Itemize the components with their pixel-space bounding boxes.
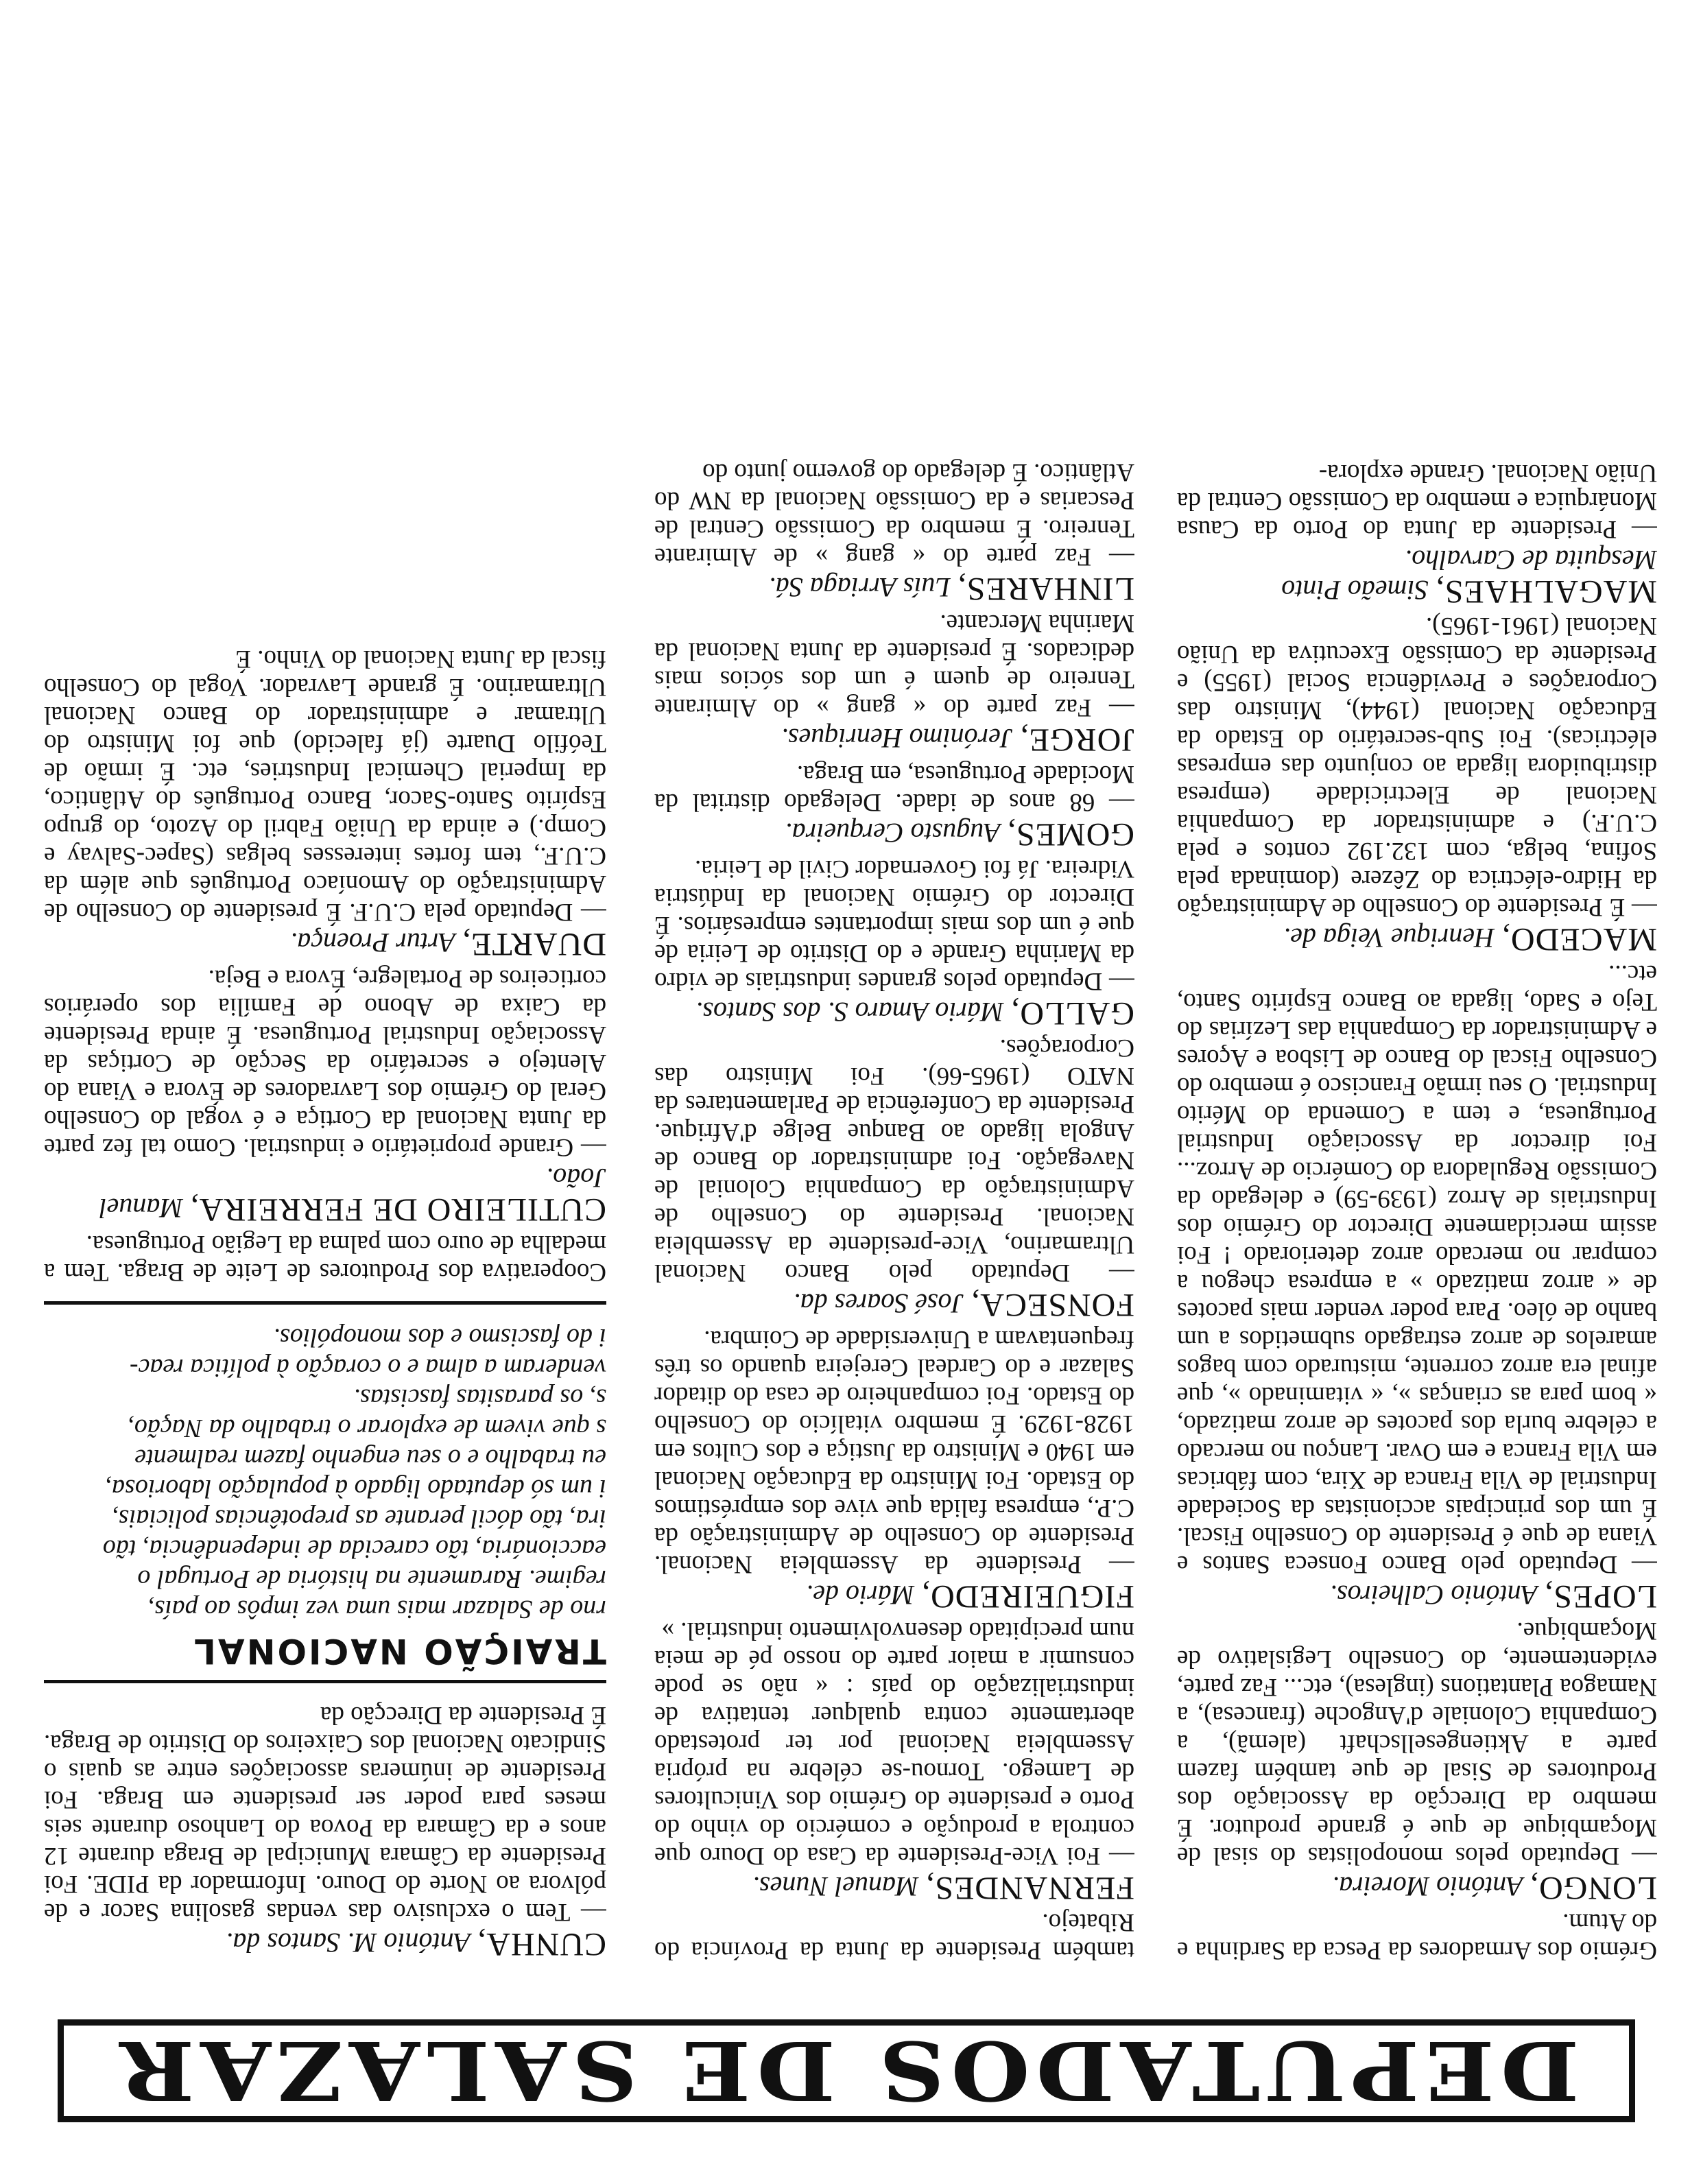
- entry-given-names: António Moreira.: [1332, 1871, 1530, 1902]
- entry-fernandes: [654, 1617, 1134, 1906]
- entry-surname: LONGO,: [1530, 1870, 1657, 1906]
- entry-given-names: António Calheiros.: [1330, 1580, 1545, 1611]
- entry-heading: [654, 1870, 1134, 1906]
- entry-text: — Deputado pelos monopolistas do sisal de Moçambique de que é grande produtor. É membro da Direcção da Associação dos Produtores de Sisal de que também fazem parte a Aktiengesellschaft (alemã), a Companhia Coloniale d'Angoche (francesa), a Namagoa Plantations (inglesa), etc... Faz parte, evidentemente, do Conselho Legislativo de Moçambique.: [1177, 1617, 1657, 1870]
- entry-given-names: Jerónimo Henriques.: [781, 723, 1020, 754]
- entry-longo: [1177, 1617, 1657, 1906]
- box-line: venderam a alma e o coração à política reac-: [129, 1353, 606, 1382]
- entry-given-names: Luís Arriaga Sá.: [768, 572, 957, 603]
- entry-given-names: António M. Santos da.: [226, 1927, 477, 1958]
- divider-rule: [44, 1301, 606, 1305]
- box-title: TRAIÇÃO NACIONAL: [192, 1631, 606, 1671]
- entry-given-names: Mário Amaro S. dos Santos.: [695, 997, 1011, 1028]
- entry-fonseca: [654, 1034, 1134, 1323]
- entry-surname: CUTILEIRO DE FERREIRA,: [189, 1191, 606, 1228]
- box-line: s que vivem de explorar o trabalho da Nação,: [128, 1414, 606, 1443]
- entry-jorge: [654, 609, 1134, 758]
- masthead-box: [58, 2019, 1635, 2122]
- entry-surname: GOMES,: [1006, 816, 1134, 853]
- traicao-nacional-box: [44, 1322, 606, 1671]
- entry-heading: [44, 1163, 606, 1228]
- entry-text: Cooperativa dos Produtores de Leite de Braga. Tem a medalha de ouro com palma da Legião Portuguesa.: [44, 1230, 606, 1286]
- entry-heading: [654, 571, 1134, 607]
- entry-surname: MAGALHAES,: [1435, 573, 1657, 610]
- column-1: [1177, 41, 1657, 1965]
- entry-text: — 68 anos de idade. Delegado distrital da Mocidade Portuguesa, em Braga.: [654, 760, 1134, 816]
- entry-duarte: [44, 645, 606, 962]
- entry-surname: FONSECA,: [971, 1287, 1134, 1323]
- box-line: rno de Salazar mais uma vez impôs ao país,: [147, 1595, 606, 1624]
- box-line: i um só deputado ligado à população laboriosa,: [105, 1474, 606, 1503]
- entry-macedo: [1177, 612, 1657, 958]
- entry-cunha: [44, 1701, 606, 1962]
- entry-text: — Deputado pelo Banco Nacional Ultramarino, Vice-presidente da Assembleia Nacional. Presidente do Conselho de Administração da Companhia Colonial de Navegação. Foi administrador do Banco de Angola ligado ao Banque Belge d'Afrique. Presidente da Conferência de Parlamentares da NATO (1965-66). Foi Ministro das Corporações.: [654, 1034, 1134, 1287]
- entry-heading: [654, 722, 1134, 758]
- entry-given-names: Artur Proença.: [290, 927, 462, 958]
- entry-continuation: [1177, 1908, 1657, 1965]
- entry-linhares: [654, 458, 1134, 607]
- entry-given-names: Simeão Pinto Mesquita de Carvalho.: [1281, 545, 1657, 606]
- entry-heading: [654, 816, 1134, 853]
- entry-magalhaes: [1177, 459, 1657, 610]
- entry-given-names: Augusto Cerqueira.: [785, 818, 1007, 848]
- entry-text: — Faz parte do « gang » do Almirante Tenreiro de quem é um dos sócios mais dedicados. É presidente da Junta Nacional da Marinha Mercante.: [654, 609, 1134, 722]
- entry-surname: DUARTE,: [462, 926, 606, 962]
- entry-text: — Faz parte do « gang » de Almirante Tenreiro. É membro da Comissão Central de Pescarias e da Comissão Nacional da NW do Atlântico. É delegado do governo junto do: [654, 458, 1134, 571]
- entry-text: — Deputado pela C.U.F. É presidente do Conselho de Administração do Amoníaco Português que além da C.U.F., tem fortes interesses belgas (Sapec-Salvay e Comp.) e ainda da União Fabril do Azoto, do grupo Espírito Santo-Sacor, Banco Português do Atlântico, da Imperial Chemical Industries, etc. É irmão de Teófilo Duarte (já falecido) que foi Ministro do Ultramar e administrador do Banco Nacional Ultramarino. É grande Lavrador. Vogal do Conselho fiscal da Junta Nacional do Vinho. É: [44, 645, 606, 926]
- entry-heading: [1177, 545, 1657, 610]
- entry-heading: [1177, 1578, 1657, 1615]
- entry-figueiredo: [654, 1325, 1134, 1615]
- entry-surname: LOPES,: [1544, 1578, 1657, 1615]
- entry-text: — É Presidente do Conselho de Administração da Hidro-eléctrica do Zêzere (dominada pela Sofina, belga, com 132.192 contos e pela C.U.F.) e administrador da Companhia Nacional de Electricidade (empresa distribuidora ligada ao conjunto das empresas eléctricas). Foi Sub-secretário do Estado da Educação Nacional (1944), Ministro das Corporações e Previdência Social (1955) e Presidente da Comissão Executiva da União Nacional (1961-1965).: [1177, 612, 1657, 921]
- box-line: s, os parasitas fascistas.: [353, 1384, 606, 1412]
- entry-given-names: Mário de.: [806, 1580, 922, 1611]
- entry-surname: FIGUEIREDO,: [921, 1578, 1134, 1615]
- entry-given-names: José Soares da.: [793, 1288, 971, 1319]
- box-line: eaccionária, tão carecida de independência, tão: [102, 1534, 606, 1563]
- entry-given-names: Henrique Veiga de.: [1283, 923, 1501, 953]
- entry-text: — Presidente da Assembleia Nacional. Presidente do Conselho de Administração da C.P., empresa falida que vive dos empréstimos do Estado. Foi Ministro da Educação Nacional em 1940 e Ministro da Justiça e dos Cultos em 1928-1929. É membro vitalício do Conselho do Estado. Foi companheiro de casa do ditador Salazar e do Cardeal Cerejeira quando os três frequentavam a Universidade de Coimbra.: [654, 1325, 1134, 1578]
- entry-text: — Deputado pelo Banco Fonseca Santos e Viana de que é Presidente do Conselho Fiscal. É um dos principais accionistas da Sociedade Industrial de Vila Franca de Xira, com fábricas em Vila Franca e em Ovar. Lançou no mercado a célebre burla dos pacotes de arroz matizado, « bom para as crianças », « vitaminado », que afinal era arroz corrente, misturado com bagos amarelos de arroz estragado submetidos a um banho de óleo. Para poder vender mais pacotes de « arroz matizado » a empresa chegou a comprar no mercado arroz deteriorado ! Foi assim mercidamente Director do Grémio dos Industriais de Arroz (1939-59) e delegado da Comissão Reguladora do Comércio de Arroz... Foi director da Associação Industrial Portuguesa, e tem a Comenda do Mérito Industrial. O seu irmão Francisco é membro do Conselho Fiscal do Banco de Lisboa e Açores e Administrador da Companhia das Lezírias do Tejo e Sado, ligada ao Banco Espírito Santo, etc...: [1177, 960, 1657, 1578]
- entry-surname: MACEDO,: [1501, 921, 1657, 958]
- entry-continuation: [44, 1230, 606, 1286]
- column-2: [654, 41, 1134, 1965]
- entry-heading: [44, 926, 606, 962]
- entry-text: Grémio dos Armadores da Pesca da Sardinha e do Atum.: [1177, 1908, 1657, 1965]
- divider-rule: [44, 1680, 606, 1683]
- entry-text: — Deputado pelos grandes industriais de vidro da Marinha Grande e do Distrito de Leiria de que é um dos mais importantes empresários. É Director do Grémio Nacional da Indústria Vidreira. Já foi Governador Civil de Leiria.: [654, 855, 1134, 995]
- entry-given-names: Manuel Nunes.: [752, 1871, 926, 1902]
- entry-surname: GALLO,: [1010, 995, 1134, 1032]
- entry-gallo: [654, 855, 1134, 1032]
- entry-gomes: [654, 760, 1134, 853]
- entry-text: — Presidente da Junta do Porto da Causa Monárquica e membro da Comissão Central da União Nacional. Grande explora-: [1177, 459, 1657, 543]
- entry-text: — Grande proprietário e industrial. Como tal fez parte da Junta Nacional da Cortiça e é vogal do Conselho Geral do Grémio dos Lavradores de Évora e Viana do Alentejo e secretário da Secção de Cortiças da Associação Industrial Portuguesa. É ainda Presidente da Caixa de Abono de Família dos operários corticeiros de Portalegre, Évora e Beja.: [44, 964, 606, 1161]
- masthead-title: DEPUTADOS DE SALAZAR: [113, 2023, 1580, 2119]
- entry-heading: [654, 1287, 1134, 1323]
- entry-text: também Presidente da Junta da Província do Ribatejo.: [654, 1908, 1134, 1965]
- entry-given-names: Manuel João.: [99, 1163, 606, 1224]
- box-line: eu trabalho e o seu engenho fazem realmente: [134, 1444, 606, 1473]
- entry-text: — Tem o exclusivo das vendas gasolina Sacor e de pólvora ao Norte do Douro. Informador da PIDE. Foi Presidente da Câmara Municipal de Braga durante 12 anos e da Câmara da Povoa do Lanhoso durante seis meses para poder ser presidente em Braga. Foi Presidente de inúmeras associações entre as quais o Sindicato Nacional dos Caixeiros do Distrito de Braga. É Presidente da Direcção da: [44, 1701, 606, 1926]
- entry-heading: [654, 995, 1134, 1032]
- box-line: regime. Raramente na história de Portugal o: [137, 1565, 606, 1593]
- entry-heading: [44, 1926, 606, 1962]
- entry-cutileiro: [44, 964, 606, 1228]
- box-line: i do fascismo e dos monopólios.: [273, 1323, 606, 1352]
- box-line: ira, tão dócil perante as prepotências policiais,: [112, 1504, 606, 1533]
- entry-surname: LINHARES,: [957, 571, 1134, 607]
- entry-heading: [1177, 921, 1657, 958]
- entry-text: — Foi Vice-Presidente da Casa do Douro que controla a produção e comércio do vinho do Porto e presidente do Grémio dos Vinicultores de Lamego. Tornou-se célebre na própria Assembleia Nacional por ter protestado abertamente contra qualquer tentativa de industrialização do país : « não se pode consumir a maior parte do nosso pé de meia num precipitado desenvolvimento industrial. »: [654, 1617, 1134, 1870]
- entry-surname: JORGE,: [1019, 722, 1134, 758]
- entry-heading: [1177, 1870, 1657, 1906]
- column-3: [44, 41, 606, 1965]
- entry-heading: [654, 1578, 1134, 1615]
- entry-surname: CUNHA,: [477, 1926, 606, 1962]
- entry-lopes: [1177, 960, 1657, 1615]
- entry-surname: FERNANDES,: [925, 1870, 1134, 1906]
- entry-continuation: [654, 1908, 1134, 1965]
